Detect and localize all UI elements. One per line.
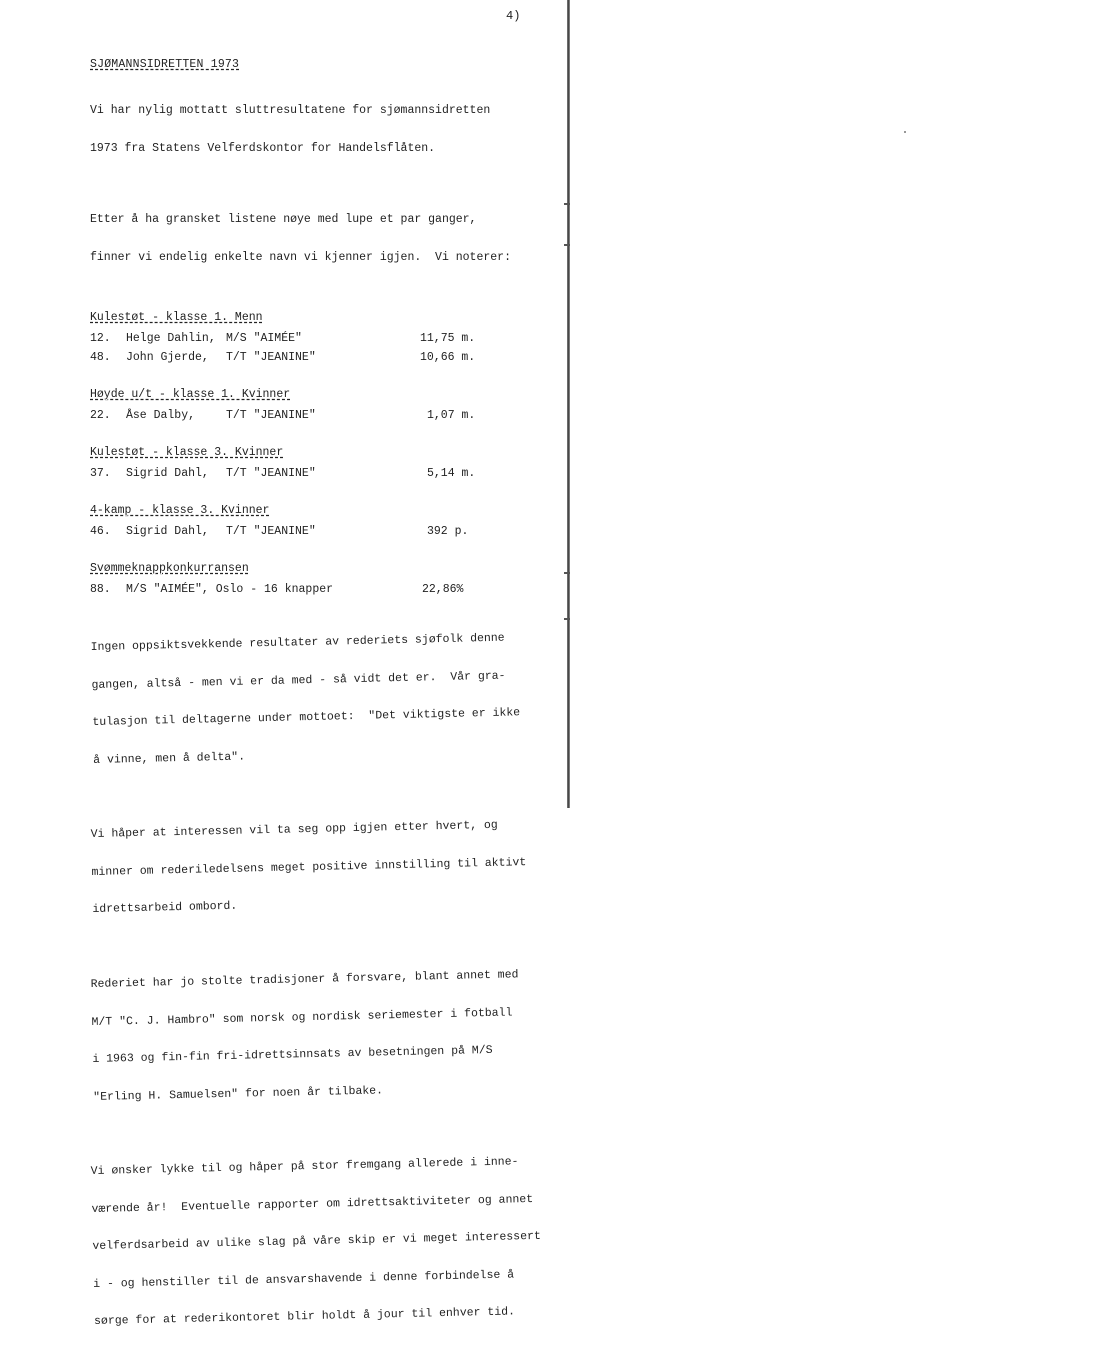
paragraph bbox=[90, 1130, 565, 1353]
section-title: 4-kamp - klasse 3. Kvinner bbox=[90, 504, 270, 517]
intro-line: Etter å ha gransket listene nøye med lupe et par ganger, bbox=[90, 213, 477, 226]
rank: 46. bbox=[90, 525, 111, 538]
athlete-name: John Gjerde, bbox=[126, 351, 209, 364]
rank: 48. bbox=[90, 351, 111, 364]
results-section bbox=[90, 504, 560, 541]
paragraph-line: gangen, altså - men vi er da med - så vidt det er. Vår gra- bbox=[91, 669, 506, 692]
result-value: 11,75 m. bbox=[420, 332, 476, 345]
paragraph-line: idrettsarbeid ombord. bbox=[92, 899, 238, 916]
section-title: Kulestøt - klasse 1. Menn bbox=[90, 311, 263, 324]
section-title: Kulestøt - klasse 3. Kvinner bbox=[90, 446, 284, 459]
section-title: Svømmeknappkonkurransen bbox=[90, 562, 249, 575]
paragraph bbox=[90, 943, 564, 1129]
result-row bbox=[90, 406, 560, 425]
ship-name: T/T "JEANINE" bbox=[226, 525, 316, 538]
page-number: 4) bbox=[506, 9, 521, 23]
paragraph-line: i 1963 og fin-fin fri-idrettsinnsats av besetningen på M/S bbox=[92, 1043, 493, 1066]
athlete-name: Åse Dalby, bbox=[126, 409, 196, 422]
paragraph-line: Rederiet har jo stolte tradisjoner å forsvare, blant annet med bbox=[90, 967, 519, 991]
scan-speck bbox=[904, 131, 906, 133]
result-row bbox=[90, 580, 560, 599]
paragraph-line: M/T "C. J. Hambro" som norsk og nordisk seriemester i fotball bbox=[91, 1005, 513, 1028]
article-heading: SJØMANNSIDRETTEN 1973 bbox=[90, 58, 240, 71]
paragraph-line: Ingen oppsiktsvekkende resultater av rederiets sjøfolk denne bbox=[90, 631, 505, 654]
results-section bbox=[90, 388, 560, 425]
athlete-name: Helge Dahlin, bbox=[126, 332, 216, 345]
result-value: 22,86% bbox=[422, 583, 464, 596]
intro-line: finner vi endelig enkelte navn vi kjenner igjen. Vi noterer: bbox=[90, 250, 511, 264]
rank: 88. bbox=[90, 583, 111, 596]
paragraph-line: tulasjon til deltagerne under mottoet: "Det viktigste er ikke bbox=[92, 706, 521, 729]
athlete-name: Sigrid Dahl, bbox=[126, 525, 209, 538]
team-entry: M/S "AIMÉE", Oslo - 16 knapper bbox=[126, 583, 334, 596]
results-section bbox=[90, 446, 560, 483]
rank: 37. bbox=[90, 467, 111, 480]
intro-line: 1973 fra Statens Velferdskontor for Handelsflåten. bbox=[90, 141, 436, 155]
paragraph-line: sørge for at rederikontoret blir holdt å jour til enhver tid. bbox=[93, 1304, 516, 1328]
paragraph-line: minner om rederiledelsens meget positive innstilling til aktivt bbox=[91, 855, 527, 879]
paragraph-line: Vi ønsker lykke til og håper på stor fremgang allerede i inne- bbox=[90, 1154, 519, 1178]
binding-mark bbox=[564, 572, 570, 574]
paragraph-line: i - og henstiller til de ansvarshavende i denne forbindelse å bbox=[93, 1267, 515, 1290]
paragraph-line: velferdsarbeid av ulike slag på våre skip er vi meget interessert bbox=[92, 1229, 542, 1253]
ship-name: T/T "JEANINE" bbox=[226, 467, 316, 480]
intro-paragraph bbox=[90, 80, 560, 180]
result-row bbox=[90, 348, 560, 367]
ship-name: M/S "AIMÉE" bbox=[226, 332, 302, 345]
result-row bbox=[90, 329, 560, 348]
paragraph bbox=[90, 606, 564, 792]
binding-mark bbox=[564, 618, 570, 620]
ship-name: T/T "JEANINE" bbox=[226, 351, 316, 364]
ship-name: T/T "JEANINE" bbox=[226, 409, 316, 422]
paragraph-line: Vi håper at interessen vil ta seg opp igjen etter hvert, og bbox=[90, 818, 498, 841]
binding-edge bbox=[567, 0, 570, 808]
rank: 22. bbox=[90, 409, 111, 422]
section-title: Høyde u/t - klasse 1. Kvinner bbox=[90, 388, 291, 401]
article-body bbox=[90, 58, 560, 1353]
paragraph bbox=[90, 793, 563, 941]
result-value: 392 p. bbox=[427, 525, 469, 538]
intro-line: Vi har nylig mottatt sluttresultatene for sjømannsidretten bbox=[90, 104, 491, 117]
binding-mark bbox=[564, 244, 570, 246]
result-value: 5,14 m. bbox=[427, 467, 476, 480]
rank: 12. bbox=[90, 332, 111, 345]
intro-paragraph-2 bbox=[90, 189, 560, 289]
paragraph-line: værende år! Eventuelle rapporter om idrettsaktiviteter og annet bbox=[91, 1191, 534, 1215]
binding-mark bbox=[564, 203, 570, 205]
result-value: 1,07 m. bbox=[427, 409, 476, 422]
paragraph-line: "Erling H. Samuelsen" for noen år tilbake. bbox=[93, 1083, 384, 1103]
results-section bbox=[90, 562, 560, 599]
result-row bbox=[90, 522, 560, 541]
result-value: 10,66 m. bbox=[420, 351, 476, 364]
paragraph-line: å vinne, men å delta". bbox=[93, 750, 246, 767]
athlete-name: Sigrid Dahl, bbox=[126, 467, 209, 480]
result-row bbox=[90, 464, 560, 483]
results-section bbox=[90, 311, 560, 367]
